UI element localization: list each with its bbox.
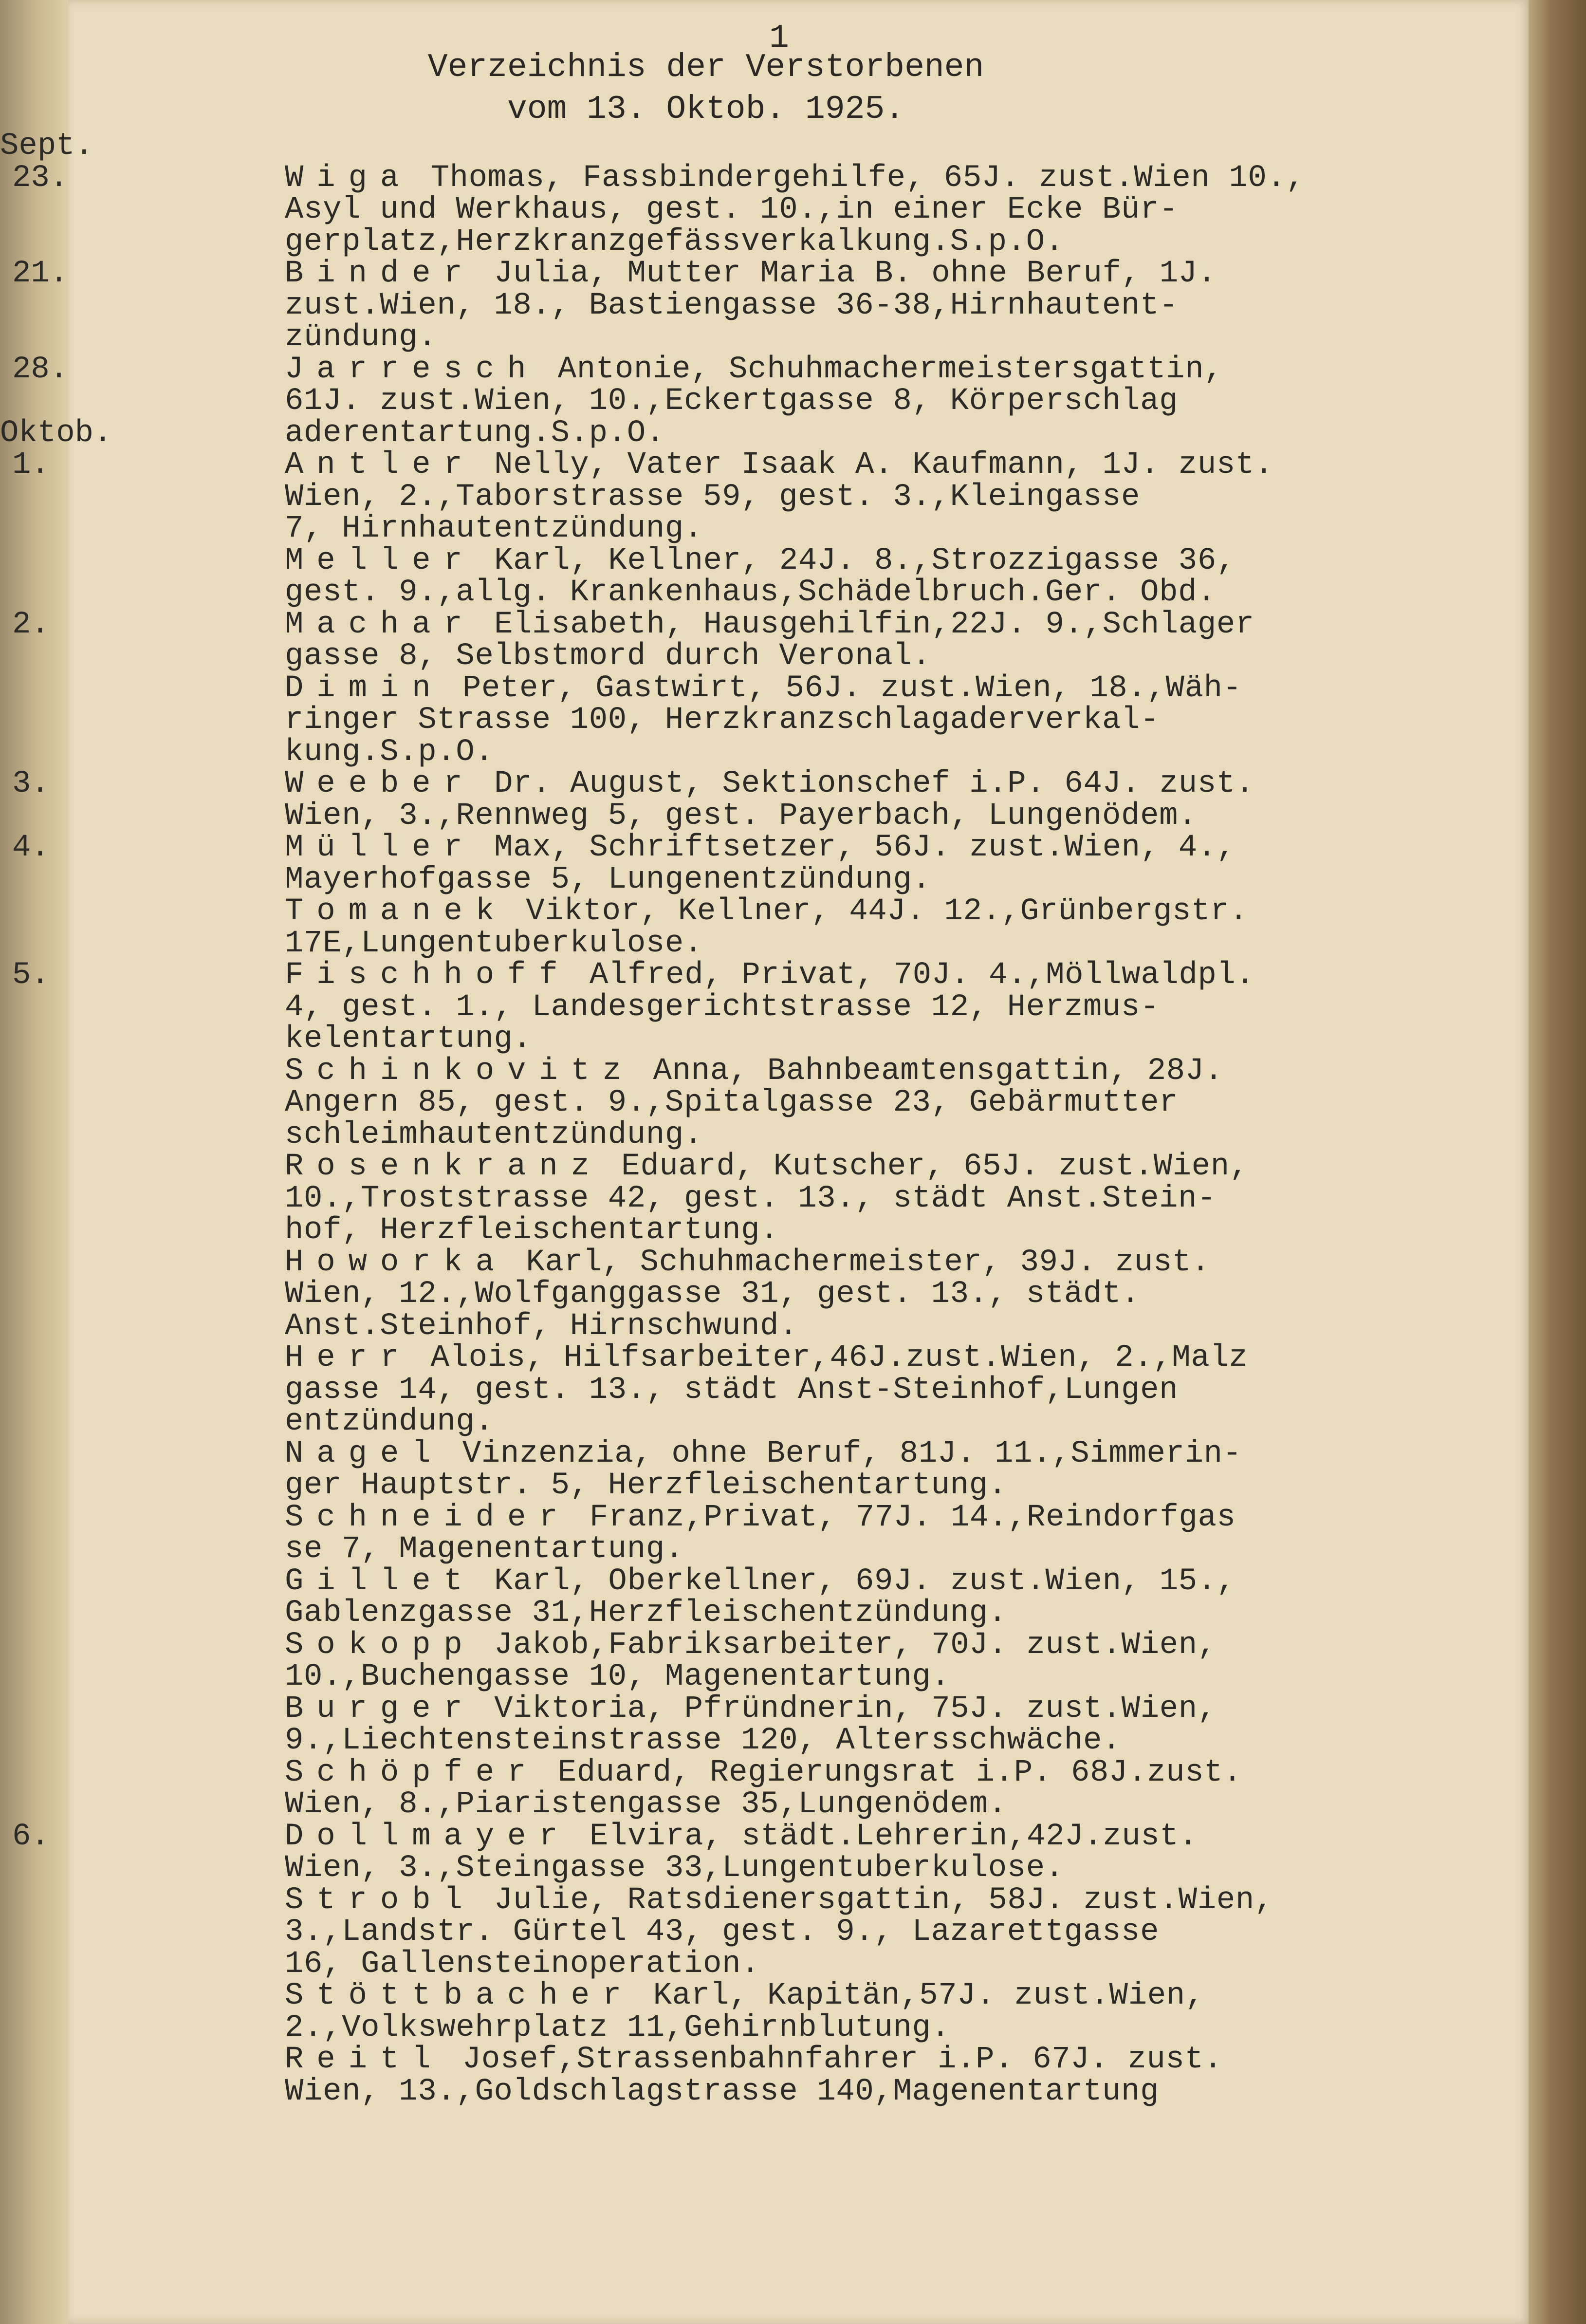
deceased-surname: Nagel xyxy=(285,1436,444,1471)
register-line xyxy=(285,1534,1453,1566)
page-title xyxy=(195,47,1217,130)
deceased-surname: Binder xyxy=(285,256,476,291)
register-line xyxy=(285,896,1453,928)
entry-text: Franz,Privat, 77J. 14.,Reindorfgas xyxy=(589,1500,1236,1535)
entry-text: Wien, 13.,Goldschlagstrasse 140,Magenentartung xyxy=(285,2074,1160,2109)
register-line xyxy=(12,830,1453,865)
deceased-surname: Gillet xyxy=(285,1563,476,1599)
entry-text: ger Hauptstr. 5, Herzfleischentartung. xyxy=(285,1468,1007,1503)
register-line xyxy=(12,607,1453,642)
register-line xyxy=(285,1183,1453,1215)
entry-text: schleimhautentzündung. xyxy=(285,1117,703,1153)
entry-text: 9.,Liechtensteinstrasse 120, Altersschwäche. xyxy=(285,1723,1122,1758)
title-line-1: Verzeichnis der Verstorbenen xyxy=(427,49,984,86)
deceased-surname: Rosenkranz xyxy=(285,1149,603,1184)
deceased-surname: Stöttbacher xyxy=(285,1978,635,2013)
register-line xyxy=(285,1308,1453,1344)
register-line xyxy=(285,2076,1453,2108)
register-line xyxy=(285,479,1453,515)
register-line xyxy=(285,545,1453,577)
register-line xyxy=(12,766,1453,801)
entry-text: 17E,Lungentuberkulose. xyxy=(285,926,703,961)
register-line xyxy=(285,1151,1453,1183)
entry-text: Thomas, Fassbindergehilfe, 65J. zust.Wien 10., xyxy=(430,160,1305,196)
death-day: 5. xyxy=(12,958,50,993)
register-line xyxy=(285,322,1453,354)
register-line xyxy=(285,1406,1453,1438)
register-line xyxy=(285,1725,1453,1757)
register-line xyxy=(285,1372,1453,1408)
entry-text: ringer Strasse 100, Herzkranzschlagaderverkal- xyxy=(285,703,1160,738)
death-day: 2. xyxy=(12,607,50,642)
deceased-surname: Schöpfer xyxy=(285,1755,539,1790)
deceased-surname: Sokopp xyxy=(285,1627,476,1663)
register-line xyxy=(285,1627,1453,1663)
entry-text: gerplatz,Herzkranzgefässverkalkung.S.p.O. xyxy=(285,224,1064,260)
register-line xyxy=(285,1438,1453,1470)
register-line xyxy=(285,989,1453,1025)
entry-text: Wien, 3.,Steingasse 33,Lungentuberkulose. xyxy=(285,1851,1064,1886)
register-line xyxy=(285,1598,1453,1630)
entry-text: Julie, Ratsdienersgattin, 58J. zust.Wien, xyxy=(494,1882,1274,1918)
register-line xyxy=(285,641,1453,673)
register-line xyxy=(285,1693,1453,1726)
book-binding xyxy=(0,0,68,2324)
register-line xyxy=(285,1279,1453,1311)
entry-text: Nelly, Vater Isaak A. Kaufmann, 1J. zust. xyxy=(494,447,1274,483)
entry-text: Viktoria, Pfründnerin, 75J. zust.Wien, xyxy=(494,1691,1217,1727)
entry-text: Vinzenzia, ohne Beruf, 81J. 11.,Simmerin- xyxy=(462,1436,1242,1471)
entry-text: gasse 14, gest. 13., städt Anst-Steinhof,Lungen xyxy=(285,1372,1179,1408)
deceased-surname: Dollmayer xyxy=(285,1819,571,1854)
month-heading: Oktob. xyxy=(0,415,112,451)
register-line xyxy=(285,1119,1453,1152)
register-line xyxy=(285,928,1453,960)
entry-text: Elisabeth, Hausgehilfin,22J. 9.,Schlager xyxy=(494,607,1254,642)
register-line xyxy=(285,1563,1453,1599)
entry-text: Elvira, städt.Lehrerin,42J.zust. xyxy=(589,1819,1198,1854)
entry-text: zust.Wien, 18., Bastiengasse 36-38,Hirnhautent- xyxy=(285,288,1179,323)
death-day: 23. xyxy=(12,160,69,196)
register-line xyxy=(285,1916,1453,1949)
entry-text: 61J. zust.Wien, 10.,Eckertgasse 8, Körperschlag xyxy=(285,384,1179,419)
deceased-surname: Howorka xyxy=(285,1245,508,1280)
deceased-surname: Strobl xyxy=(285,1882,476,1918)
deceased-surname: Wiga xyxy=(285,160,412,196)
entry-text: Angern 85, gest. 9.,Spitalgasse 23, Gebärmutter xyxy=(285,1085,1179,1120)
deceased-surname: Antler xyxy=(285,447,476,483)
register-line xyxy=(285,2044,1453,2076)
entry-text: Anst.Steinhof, Hirnschwund. xyxy=(285,1308,798,1344)
deceased-surname: Machar xyxy=(285,607,476,642)
entry-text: Max, Schriftsetzer, 56J. zust.Wien, 4., xyxy=(494,830,1236,865)
deceased-surname: Fischhoff xyxy=(285,958,571,993)
entry-text: gasse 8, Selbstmord durch Veronal. xyxy=(285,639,931,674)
register-line xyxy=(285,1087,1453,1119)
entry-text: gest. 9.,allg. Krankenhaus,Schädelbruch.Ger. Obd. xyxy=(285,575,1217,610)
register-line xyxy=(285,1470,1453,1502)
entry-text: 10.,Buchengasse 10, Magenentartung. xyxy=(285,1659,950,1694)
register-line xyxy=(285,864,1453,896)
deceased-surname: Schinkovitz xyxy=(285,1053,635,1089)
register-line xyxy=(285,226,1453,259)
entry-text: Josef,Strassenbahnfahrer i.P. 67J. zust. xyxy=(462,2042,1223,2077)
deceased-surname: Müller xyxy=(285,830,476,865)
entry-text: Julia, Mutter Maria B. ohne Beruf, 1J. xyxy=(494,256,1217,291)
month-heading: Sept. xyxy=(0,129,94,164)
register-line xyxy=(285,1215,1453,1247)
register-line xyxy=(285,670,1453,706)
entry-text: Antonie, Schuhmachermeistersgattin, xyxy=(557,352,1223,387)
register-line xyxy=(285,1980,1453,2012)
deceased-surname: Tomanek xyxy=(285,894,508,929)
deceased-surname: Burger xyxy=(285,1691,476,1727)
register-line xyxy=(285,1247,1453,1279)
entry-text: Dr. August, Sektionschef i.P. 64J. zust. xyxy=(494,766,1254,801)
page-edge-shadow xyxy=(1529,0,1586,2324)
register-line xyxy=(285,1023,1453,1056)
register-line xyxy=(285,1661,1453,1693)
deceased-surname: Meller xyxy=(285,543,476,578)
entry-text: Anna, Bahnbeamtensgattin, 28J. xyxy=(653,1053,1223,1089)
entry-text: Asyl und Werkhaus, gest. 10.,in einer Ecke Bür- xyxy=(285,192,1179,227)
entry-text: Wien, 2.,Taborstrasse 59, gest. 3.,Kleingasse xyxy=(285,479,1141,515)
register-line xyxy=(285,1853,1453,1885)
death-day: 28. xyxy=(12,352,69,387)
register-line xyxy=(12,447,1453,483)
death-day: 6. xyxy=(12,1819,50,1854)
entry-text: Wien, 3.,Rennweg 5, gest. Payerbach, Lungenödem. xyxy=(285,798,1198,834)
register-line xyxy=(0,415,1453,451)
register-line xyxy=(285,1789,1453,1821)
register-line xyxy=(12,958,1453,993)
death-day: 21. xyxy=(12,256,69,291)
register-line xyxy=(285,386,1453,418)
entry-text: 16, Gallensteinoperation. xyxy=(285,1946,760,1982)
entry-text: Eduard, Kutscher, 65J. zust.Wien, xyxy=(621,1149,1249,1184)
register-line xyxy=(285,734,1453,770)
register-line xyxy=(285,1502,1453,1534)
register-line xyxy=(285,513,1453,545)
entry-text: Peter, Gastwirt, 56J. zust.Wien, 18.,Wäh- xyxy=(462,670,1242,706)
deceased-surname: Schneider xyxy=(285,1500,571,1535)
register-line xyxy=(285,1757,1453,1789)
entry-text: 10.,Troststrasse 42, gest. 13., städt Anst.Stein- xyxy=(285,1181,1217,1216)
entry-text: Mayerhofgasse 5, Lungenentzündung. xyxy=(285,862,931,897)
register-line xyxy=(285,290,1453,322)
entry-text: Wien, 12.,Wolfganggasse 31, gest. 13., städt. xyxy=(285,1277,1141,1312)
entry-text: se 7, Magenentartung. xyxy=(285,1532,684,1567)
title-line-2: vom 13. Oktob. 1925. xyxy=(507,91,905,128)
death-day: 1. xyxy=(12,447,50,483)
deceased-surname: Dimin xyxy=(285,670,444,706)
register-line xyxy=(285,1342,1453,1375)
entry-text: entzündung. xyxy=(285,1404,494,1439)
entry-text: 4, gest. 1., Landesgerichtstrasse 12, Herzmus- xyxy=(285,989,1160,1025)
death-day: 3. xyxy=(12,766,50,801)
entry-text: Viktor, Kellner, 44J. 12.,Grünbergstr. xyxy=(526,894,1249,929)
entry-text: 3.,Landstr. Gürtel 43, gest. 9., Lazarettgasse xyxy=(285,1915,1160,1950)
register-line xyxy=(12,1819,1453,1854)
deceased-surname: Jarresch xyxy=(285,352,539,387)
entry-text: 2.,Volkswehrplatz 11,Gehirnblutung. xyxy=(285,2010,950,2045)
register-line xyxy=(285,705,1453,737)
entry-text: Wien, 8.,Piaristengasse 35,Lungenödem. xyxy=(285,1787,1007,1822)
register-line xyxy=(285,1053,1453,1089)
register-line xyxy=(285,577,1453,609)
entry-text: Karl, Kapitän,57J. zust.Wien, xyxy=(653,1978,1204,2013)
deceased-surname: Weeber xyxy=(285,766,476,801)
register-line xyxy=(285,800,1453,833)
death-register-list xyxy=(0,129,1453,2109)
entry-text: Alois, Hilfsarbeiter,46J.zust.Wien, 2.,Malz xyxy=(430,1340,1248,1376)
register-line xyxy=(0,129,1453,164)
register-line xyxy=(285,1882,1453,1918)
register-line xyxy=(12,352,1453,387)
entry-text: Karl, Schuhmachermeister, 39J. zust. xyxy=(526,1245,1211,1280)
entry-text: kung.S.p.O. xyxy=(285,734,494,770)
entry-text: kelentartung. xyxy=(285,1022,532,1057)
entry-text: Jakob,Fabriksarbeiter, 70J. zust.Wien, xyxy=(494,1627,1217,1663)
entry-text: zündung. xyxy=(285,320,437,355)
deceased-surname: Reitl xyxy=(285,2042,444,2077)
register-line xyxy=(285,1946,1453,1982)
page-number: 1 xyxy=(769,19,789,57)
register-line xyxy=(12,256,1453,291)
entry-text: Gablenzgasse 31,Herzfleischentzündung. xyxy=(285,1596,1007,1631)
entry-text: aderentartung.S.p.O. xyxy=(285,415,665,451)
entry-text: 7, Hirnhautentzündung. xyxy=(285,511,703,546)
death-day: 4. xyxy=(12,830,50,865)
register-line xyxy=(285,2012,1453,2045)
entry-text: Karl, Kellner, 24J. 8.,Strozzigasse 36, xyxy=(494,543,1236,578)
entry-text: Karl, Oberkellner, 69J. zust.Wien, 15., xyxy=(494,1563,1236,1599)
entry-text: Eduard, Regierungsrat i.P. 68J.zust. xyxy=(557,1755,1242,1790)
register-line xyxy=(12,160,1453,196)
register-line xyxy=(285,194,1453,226)
entry-text: hof, Herzfleischentartung. xyxy=(285,1213,779,1248)
deceased-surname: Herr xyxy=(285,1340,412,1376)
entry-text: Alfred, Privat, 70J. 4.,Möllwaldpl. xyxy=(589,958,1255,993)
